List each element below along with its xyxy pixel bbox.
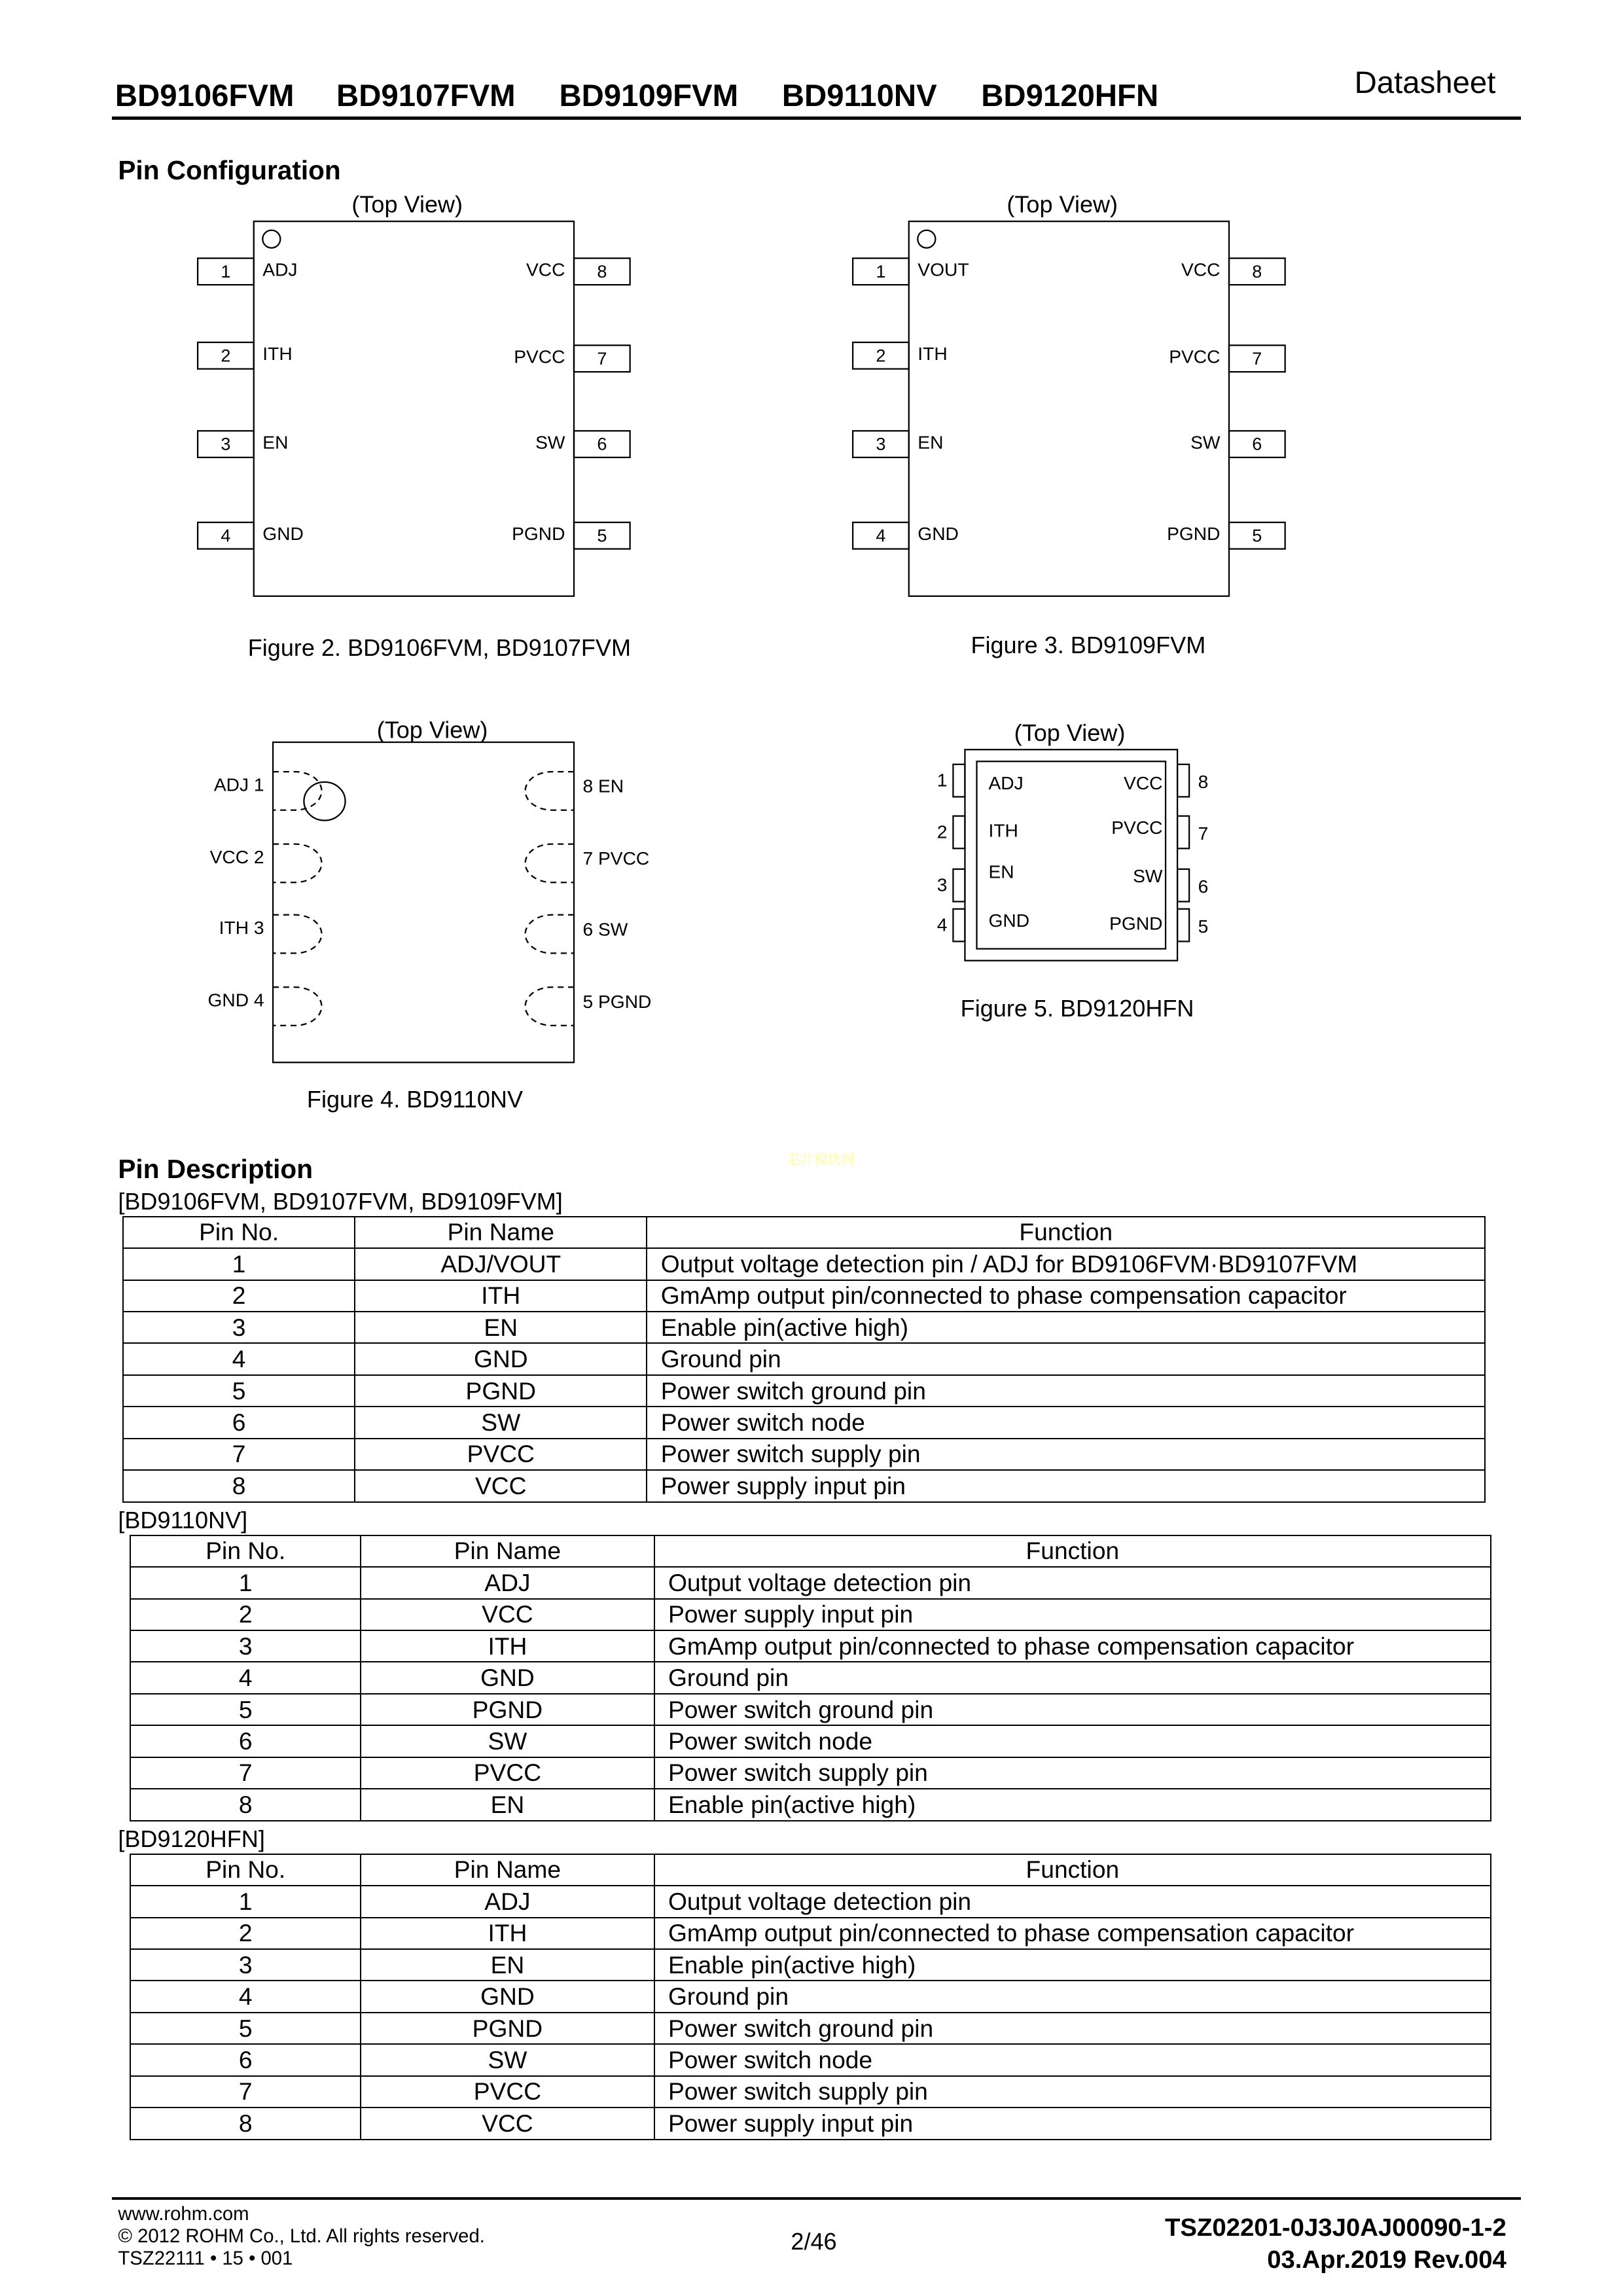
pin-no-cell: 1 [130, 1567, 361, 1598]
pin-name-cell: SW [361, 1725, 654, 1757]
table-row [130, 1949, 1491, 1981]
header-part-1: BD9106FVM [115, 79, 294, 114]
function-cell: Power supply input pin [654, 1599, 1491, 1630]
header-part-5: BD9120HFN [981, 79, 1159, 114]
table-row [123, 1343, 1485, 1374]
fig5-pin-num: 1 [936, 769, 948, 791]
function-cell: Power switch ground pin [654, 1694, 1491, 1725]
fig3-pin-num: 5 [1252, 526, 1262, 546]
fig5-pin-label: SW [1133, 865, 1163, 887]
table-row [123, 1280, 1485, 1312]
pin-no-cell: 2 [123, 1280, 355, 1312]
pin-name-cell: EN [355, 1312, 647, 1343]
fig5-pin-label: ITH [988, 819, 1018, 841]
fig4-pad-2 [273, 844, 321, 883]
fig3-pin-label: GND [918, 523, 959, 545]
fig2-pin-label: ADJ [262, 259, 298, 280]
pin-name-cell: PGND [361, 2013, 654, 2044]
fig2-top-view: (Top View) [351, 190, 463, 218]
fig5-pin-label: EN [988, 861, 1014, 882]
header-part-3: BD9109FVM [559, 79, 738, 114]
table-row [130, 2108, 1491, 2139]
pin-no-cell: 2 [130, 1599, 361, 1630]
fig4-pad-3 [273, 915, 321, 954]
fig5-pin-num: 3 [936, 874, 948, 895]
table-row [130, 1630, 1491, 1662]
column-header: Function [654, 1854, 1491, 1886]
fig5-pin-2 [953, 816, 965, 849]
pin-name-cell: ITH [361, 1918, 654, 1949]
pin-name-cell: VCC [355, 1470, 647, 1501]
fig2-pin-label: PVCC [514, 346, 565, 367]
function-cell: Power switch node [647, 1407, 1485, 1438]
fig2-pin-label: GND [262, 523, 304, 545]
fig5-pin-label: ADJ [988, 772, 1024, 794]
pin-name-cell: EN [361, 1949, 654, 1981]
fig5-pin-7 [1177, 816, 1189, 849]
pin-no-cell: 4 [123, 1343, 355, 1374]
table-row [130, 1789, 1491, 1820]
fig2-pin-num: 8 [597, 261, 607, 281]
fig2-pin-num: 6 [597, 434, 607, 454]
pin-no-cell: 6 [130, 2044, 361, 2075]
fig3-pin-label: PGND [1167, 523, 1221, 545]
function-cell: Power switch supply pin [654, 2076, 1491, 2108]
fig4-pin-label: ADJ 1 [213, 774, 264, 795]
function-cell: Power supply input pin [647, 1470, 1485, 1501]
pin-name-cell: GND [361, 1981, 654, 2012]
column-header: Function [647, 1217, 1485, 1248]
function-cell: Power switch node [654, 2044, 1491, 2075]
fig5-pin-num: 2 [936, 821, 948, 842]
fig2-pin-label: ITH [262, 343, 293, 365]
column-header: Pin No. [123, 1217, 355, 1248]
function-cell: Power switch ground pin [654, 2013, 1491, 2044]
table-row [123, 1407, 1485, 1438]
pin-no-cell: 5 [130, 1694, 361, 1725]
pin-no-cell: 6 [130, 1725, 361, 1757]
pin-no-cell: 5 [130, 2013, 361, 2044]
pin-no-cell: 4 [130, 1662, 361, 1693]
pin-no-cell: 5 [123, 1375, 355, 1407]
fig2-pin-num: 1 [221, 261, 231, 281]
pin-no-cell: 7 [123, 1439, 355, 1470]
table-row [130, 1662, 1491, 1693]
pin-desc-title: Pin Description [118, 1154, 313, 1185]
fig2-pin-num: 5 [597, 526, 607, 546]
pin-no-cell: 3 [130, 1949, 361, 1981]
function-cell: Enable pin(active high) [654, 1949, 1491, 1981]
pin-name-cell: PGND [355, 1375, 647, 1407]
table-row [130, 1725, 1491, 1757]
function-cell: Enable pin(active high) [654, 1789, 1491, 1820]
pin-name-cell: ITH [355, 1280, 647, 1312]
function-cell: Power switch ground pin [647, 1375, 1485, 1407]
fig5-pin-label: PGND [1109, 912, 1163, 934]
fig5-top-view: (Top View) [1014, 719, 1126, 746]
pin-no-cell: 3 [130, 1630, 361, 1662]
table-row [130, 1694, 1491, 1725]
fig2-pin-num: 2 [221, 346, 231, 366]
fig2-caption: Figure 2. BD9106FVM, BD9107FVM [247, 634, 632, 662]
fig4-pin-label: VCC 2 [209, 846, 264, 867]
fig3-pin-num: 3 [876, 434, 886, 454]
fig5-pin-num: 6 [1198, 875, 1209, 897]
function-cell: Ground pin [647, 1343, 1485, 1374]
fig3-pin-num: 8 [1252, 261, 1262, 281]
fig4-pad-6 [526, 915, 574, 954]
pin-no-cell: 3 [123, 1312, 355, 1343]
fig5-pin-6 [1177, 869, 1189, 902]
table-row [130, 2013, 1491, 2044]
fig5-pin-label: PVCC [1111, 816, 1163, 838]
table-row [123, 1439, 1485, 1470]
doc-type: Datasheet [1354, 65, 1496, 101]
pin-name-cell: PGND [361, 1694, 654, 1725]
fig5-pin-num: 8 [1198, 770, 1209, 792]
function-cell: Power switch node [654, 1725, 1491, 1757]
watermark: 芯片模块网 [787, 1153, 855, 1168]
pin-table-1 [122, 1216, 1486, 1503]
function-cell: Output voltage detection pin [654, 1886, 1491, 1917]
pin-no-cell: 8 [130, 1789, 361, 1820]
footer-rule [112, 2197, 1521, 2200]
table-header-row [130, 1535, 1491, 1567]
pin-table-3 [130, 1854, 1491, 2140]
table-row [130, 2076, 1491, 2108]
pin-table-2 [130, 1535, 1491, 1821]
function-cell: Power supply input pin [654, 2108, 1491, 2139]
pin-no-cell: 8 [130, 2108, 361, 2139]
fig4-pad-4 [273, 987, 321, 1026]
function-cell: Output voltage detection pin [654, 1567, 1491, 1598]
pin-name-cell: PVCC [361, 1757, 654, 1789]
fig4-pin-label: 8 EN [582, 775, 624, 797]
fig5-pin-1 [953, 764, 965, 797]
fig5-caption: Figure 5. BD9120HFN [960, 994, 1194, 1022]
pin-name-cell: ADJ [361, 1886, 654, 1917]
pin-no-cell: 7 [130, 1757, 361, 1789]
column-header: Pin Name [361, 1535, 654, 1567]
pin-no-cell: 8 [123, 1470, 355, 1501]
table-row [130, 1918, 1491, 1949]
function-cell: Power switch supply pin [647, 1439, 1485, 1470]
table-row [123, 1312, 1485, 1343]
table-row [130, 1886, 1491, 1917]
fig2-pin-label: PGND [512, 523, 565, 545]
fig3-pin-num: 7 [1252, 348, 1262, 368]
column-header: Pin Name [355, 1217, 647, 1248]
table2-label: [BD9110NV] [118, 1506, 248, 1534]
footer-site: www.rohm.com [118, 2202, 249, 2225]
pin-no-cell: 7 [130, 2076, 361, 2108]
fig4-caption: Figure 4. BD9110NV [306, 1086, 523, 1113]
pin-no-cell: 4 [130, 1981, 361, 2012]
fig3-pin-label: EN [918, 431, 944, 453]
fig5-pin-3 [953, 869, 965, 902]
fig5-pin-num: 7 [1198, 822, 1209, 844]
fig3-pin-label: SW [1190, 431, 1221, 453]
fig3-pin-num: 2 [876, 346, 886, 366]
function-cell: Ground pin [654, 1662, 1491, 1693]
fig3-pin-label: ITH [918, 343, 948, 365]
pin-name-cell: SW [355, 1407, 647, 1438]
fig4-pin-label: 7 PVCC [582, 848, 650, 869]
fig2-pin-num: 4 [221, 526, 231, 546]
column-header: Pin No. [130, 1535, 361, 1567]
function-cell: Enable pin(active high) [647, 1312, 1485, 1343]
pin-name-cell: EN [361, 1789, 654, 1820]
fig4-pad-7 [526, 844, 574, 883]
pin-no-cell: 6 [123, 1407, 355, 1438]
fig4-pin-label: 6 SW [582, 918, 628, 940]
fig5-pin-label: GND [988, 909, 1030, 931]
fig3-pin-num: 4 [876, 526, 886, 546]
column-header: Function [654, 1535, 1491, 1567]
header-part-4: BD9110NV [781, 79, 937, 114]
function-cell: Output voltage detection pin / ADJ for BD9106FVM·BD9107FVM [647, 1248, 1485, 1280]
table-header-row [130, 1854, 1491, 1886]
fig5-pin-num: 4 [936, 914, 948, 935]
pin-name-cell: PVCC [361, 2076, 654, 2108]
pin-config-title: Pin Configuration [118, 154, 341, 185]
footer-copyright: © 2012 ROHM Co., Ltd. All rights reserved. [118, 2225, 485, 2247]
pin-no-cell: 1 [123, 1248, 355, 1280]
table-row [130, 1567, 1491, 1598]
fig2-pin-num: 3 [221, 434, 231, 454]
pin-name-cell: VCC [361, 1599, 654, 1630]
fig3-pin-label: PVCC [1169, 346, 1221, 367]
pin-name-cell: ADJ/VOUT [355, 1248, 647, 1280]
function-cell: Ground pin [654, 1981, 1491, 2012]
fig4-pad-8 [526, 772, 574, 810]
fig2-pin-label: EN [262, 431, 289, 453]
footer-code: TSZ22111 • 15 • 001 [118, 2247, 293, 2269]
table-row [123, 1375, 1485, 1407]
fig3-pin-label: VCC [1181, 259, 1221, 280]
pin-name-cell: GND [361, 1662, 654, 1693]
fig3-pin1-marker [918, 230, 935, 248]
fig4-pad-5 [526, 987, 574, 1026]
fig4-package-body [273, 742, 574, 1062]
fig5-pin-8 [1177, 764, 1189, 797]
pin-name-cell: ITH [361, 1630, 654, 1662]
header-part-2: BD9107FVM [336, 79, 516, 114]
fig4-top-view: (Top View) [376, 716, 488, 744]
table-row [130, 2044, 1491, 2075]
fig4-pin-label: 5 PGND [582, 990, 652, 1012]
pin-no-cell: 1 [130, 1886, 361, 1917]
pin-name-cell: PVCC [355, 1439, 647, 1470]
function-cell: GmAmp output pin/connected to phase compensation capacitor [647, 1280, 1485, 1312]
fig4-pin-label: ITH 3 [219, 917, 264, 939]
fig3-pin-label: VOUT [918, 259, 969, 280]
table-row [130, 1599, 1491, 1630]
fig3-top-view: (Top View) [1007, 190, 1118, 218]
fig4-pad-1 [273, 772, 321, 810]
pin-no-cell: 2 [130, 1918, 361, 1949]
function-cell: Power switch supply pin [654, 1757, 1491, 1789]
fig3-caption: Figure 3. BD9109FVM [971, 631, 1206, 658]
fig2-pin1-marker [262, 230, 280, 248]
fig5-pin-num: 5 [1198, 915, 1209, 937]
fig5-pin-5 [1177, 909, 1189, 942]
table3-label: [BD9120HFN] [118, 1825, 265, 1852]
pin-name-cell: SW [361, 2044, 654, 2075]
function-cell: GmAmp output pin/connected to phase compensation capacitor [654, 1630, 1491, 1662]
function-cell: GmAmp output pin/connected to phase compensation capacitor [654, 1918, 1491, 1949]
doc-id: TSZ02201-0J3J0AJ00090-1-2 [1165, 2213, 1507, 2242]
pin-name-cell: VCC [361, 2108, 654, 2139]
column-header: Pin Name [361, 1854, 654, 1886]
pin-name-cell: GND [355, 1343, 647, 1374]
fig5-pin-4 [953, 909, 965, 942]
fig5-pin-label: VCC [1124, 772, 1163, 794]
fig4-pin-label: GND 4 [207, 989, 264, 1011]
table1-label: [BD9106FVM, BD9107FVM, BD9109FVM] [118, 1187, 563, 1215]
table-row [123, 1470, 1485, 1501]
table-row [123, 1248, 1485, 1280]
column-header: Pin No. [130, 1854, 361, 1886]
date-rev: 03.Apr.2019 Rev.004 [1267, 2246, 1507, 2274]
pin-name-cell: ADJ [361, 1567, 654, 1598]
fig3-pin-num: 1 [876, 261, 886, 281]
fig2-pin-num: 7 [597, 348, 607, 368]
fig3-pin-num: 6 [1252, 434, 1262, 454]
page-number: 2/46 [791, 2228, 837, 2255]
fig2-pin-label: SW [535, 431, 565, 453]
table-header-row [123, 1217, 1485, 1248]
table-row [130, 1757, 1491, 1789]
fig4-pin1-marker [304, 782, 345, 821]
table-row [130, 1981, 1491, 2012]
fig2-pin-label: VCC [526, 259, 565, 280]
